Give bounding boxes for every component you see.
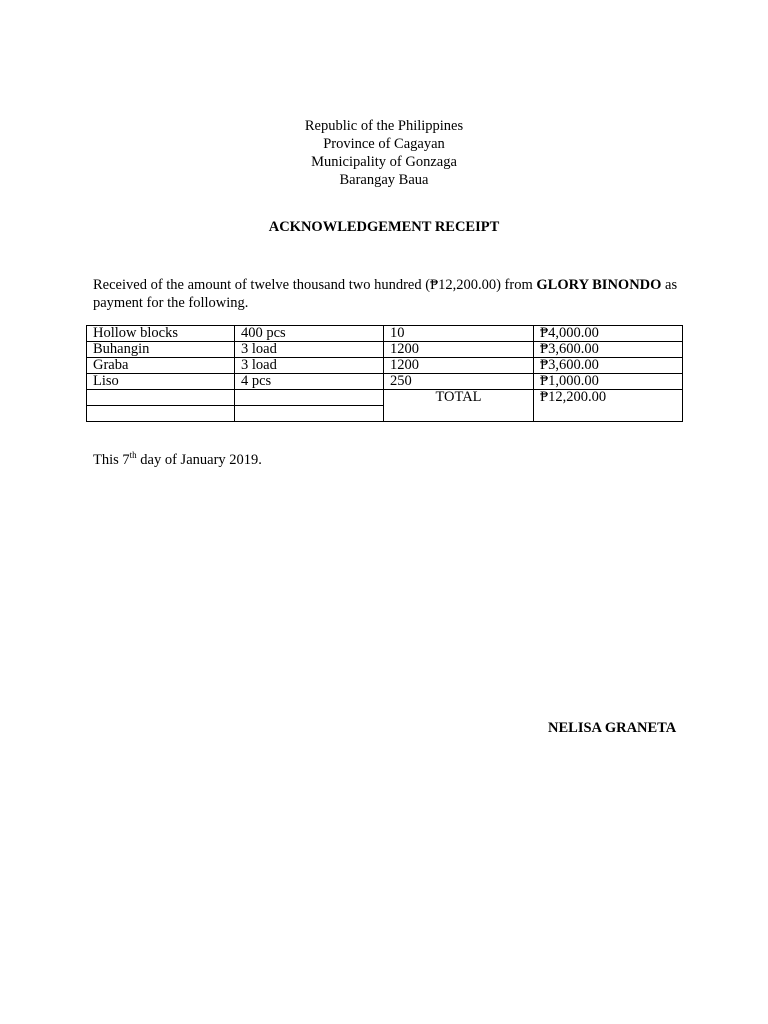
total-amount: ₱12,200.00 [534,390,683,422]
signatory-name: NELISA GRANETA [548,720,677,736]
item-name: Graba [87,358,235,374]
item-amount: ₱3,600.00 [534,358,683,374]
item-amount: ₱1,000.00 [534,374,683,390]
item-unit-price: 250 [384,374,534,390]
item-name: Hollow blocks [87,326,235,342]
table-row [87,358,683,374]
date-statement [93,451,262,469]
date-rest: day of January 2019. [136,452,262,468]
item-quantity: 4 pcs [235,374,384,390]
payer-name: GLORY BINONDO [536,277,662,293]
letterhead-municipality: Municipality of Gonzaga [311,154,457,170]
empty-cell [87,406,235,422]
table-row-total [87,390,683,406]
letterhead-province: Province of Cagayan [323,136,445,152]
empty-cell [235,406,384,422]
empty-cell [87,390,235,406]
item-unit-price: 1200 [384,358,534,374]
item-quantity: 3 load [235,342,384,358]
total-label: TOTAL [384,390,534,422]
receipt-statement [93,276,683,312]
item-name: Buhangin [87,342,235,358]
table-row [87,342,683,358]
item-name: Liso [87,374,235,390]
item-unit-price: 1200 [384,342,534,358]
document-title: ACKNOWLEDGEMENT RECEIPT [268,219,500,235]
empty-cell [235,390,384,406]
item-quantity: 3 load [235,358,384,374]
date-prefix: This 7 [93,452,130,468]
table-row [87,374,683,390]
date-ordinal-suffix: th [129,450,137,461]
item-amount: ₱4,000.00 [534,326,683,342]
statement-text-before: Received of the amount of twelve thousand two hundred (₱12,200.00) from [93,277,537,293]
letterhead-barangay: Barangay Baua [339,172,429,188]
items-table [86,325,683,422]
letterhead-country: Republic of the Philippines [304,118,464,134]
letterhead [0,117,768,189]
table-row [87,326,683,342]
statement-text-after: as payment for the following. [93,277,678,311]
item-quantity: 400 pcs [235,326,384,342]
item-amount: ₱3,600.00 [534,342,683,358]
item-unit-price: 10 [384,326,534,342]
